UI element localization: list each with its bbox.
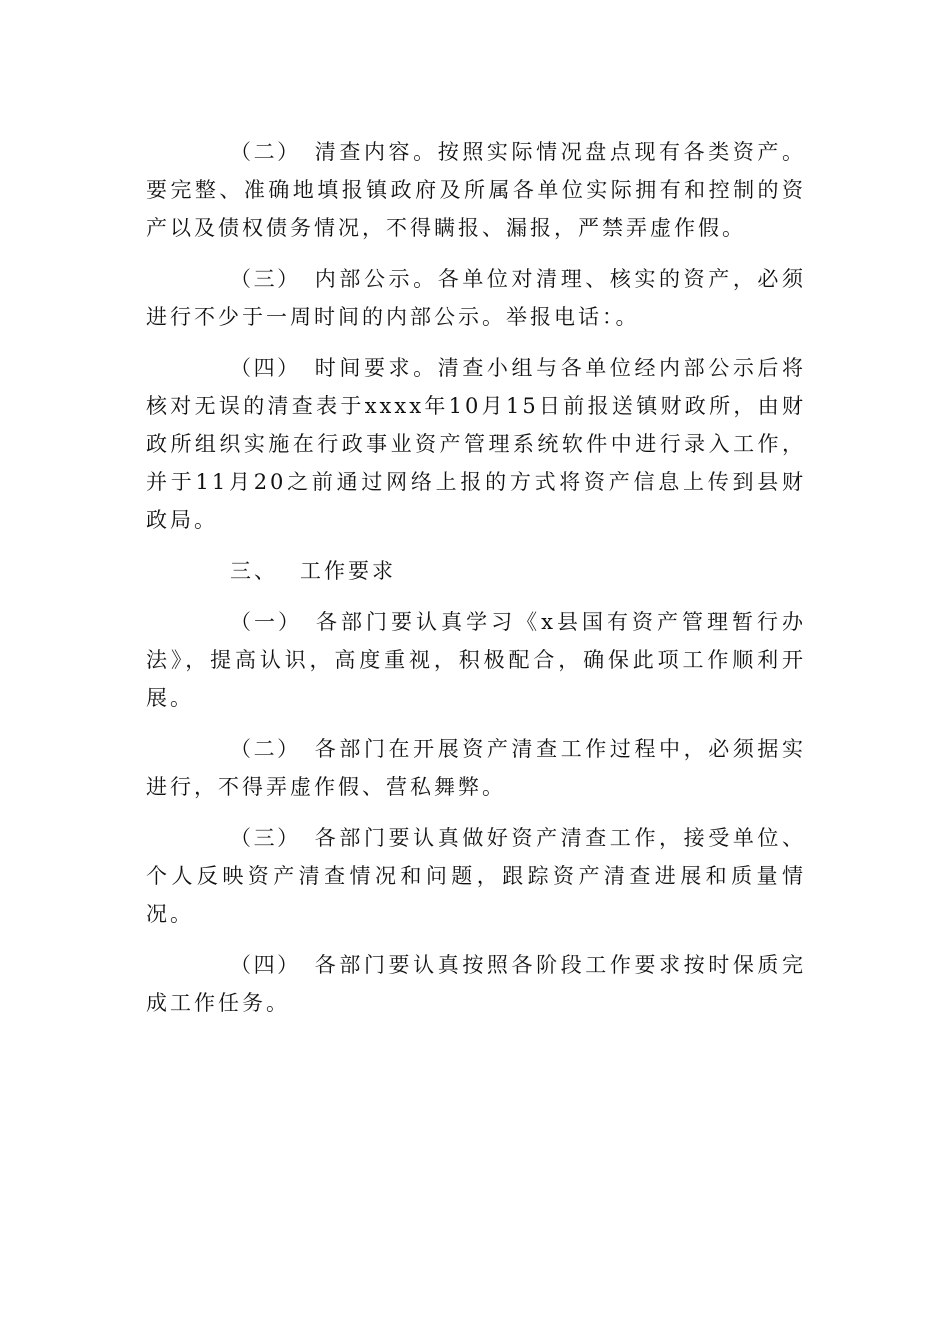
paragraph-text: 清查内容。按照实际情况盘点现有各类资产。要完整、准确地填报镇政府及所属各单位实际拥有和控制的资产以及债权债务情况，不得瞒报、漏报，严禁弄虚作假。	[146, 140, 807, 240]
requirement-item	[146, 603, 806, 717]
requirement-number: （三）	[230, 826, 301, 850]
paragraph-number: （三）	[230, 267, 301, 291]
paragraph-text: 内部公示。各单位对清理、核实的资产，必须进行不少于一周时间的内部公示。举报电话：。	[146, 267, 807, 329]
requirement-number: （一）	[230, 610, 303, 634]
paragraph-time-requirement	[146, 349, 806, 539]
paragraph-inventory-content	[146, 133, 806, 247]
requirement-text: 各部门要认真学习《x县国有资产管理暂行办法》，提高认识，高度重视，积极配合，确保此项工作顺利开展。	[146, 610, 807, 710]
requirement-number: （四）	[230, 953, 301, 977]
section-number: 三、	[230, 559, 278, 583]
paragraph-number: （四）	[230, 356, 301, 380]
paragraph-text: 时间要求。清查小组与各单位经内部公示后将核对无误的清查表于xxxx年10月15日前报送镇财政所，由财政所组织实施在行政事业资产管理系统软件中进行录入工作，并于11月20之前通过网络上报的方式将资产信息上传到县财政局。	[146, 356, 807, 532]
requirement-text: 各部门要认真按照各阶段工作要求按时保质完成工作任务。	[146, 953, 807, 1015]
requirement-text: 各部门要认真做好资产清查工作，接受单位、个人反映资产清查情况和问题，跟踪资产清查进展和质量情况。	[146, 826, 807, 926]
requirement-item	[146, 819, 806, 933]
paragraph-number: （二）	[230, 140, 301, 164]
requirement-item	[146, 946, 806, 1022]
requirement-number: （二）	[230, 737, 301, 761]
section-title: 工作要求	[300, 559, 396, 583]
document-body	[146, 133, 806, 1035]
requirement-text: 各部门在开展资产清查工作过程中，必须据实进行，不得弄虚作假、营私舞弊。	[146, 737, 807, 799]
section-heading	[146, 552, 806, 590]
requirement-item	[146, 730, 806, 806]
paragraph-internal-notice	[146, 260, 806, 336]
